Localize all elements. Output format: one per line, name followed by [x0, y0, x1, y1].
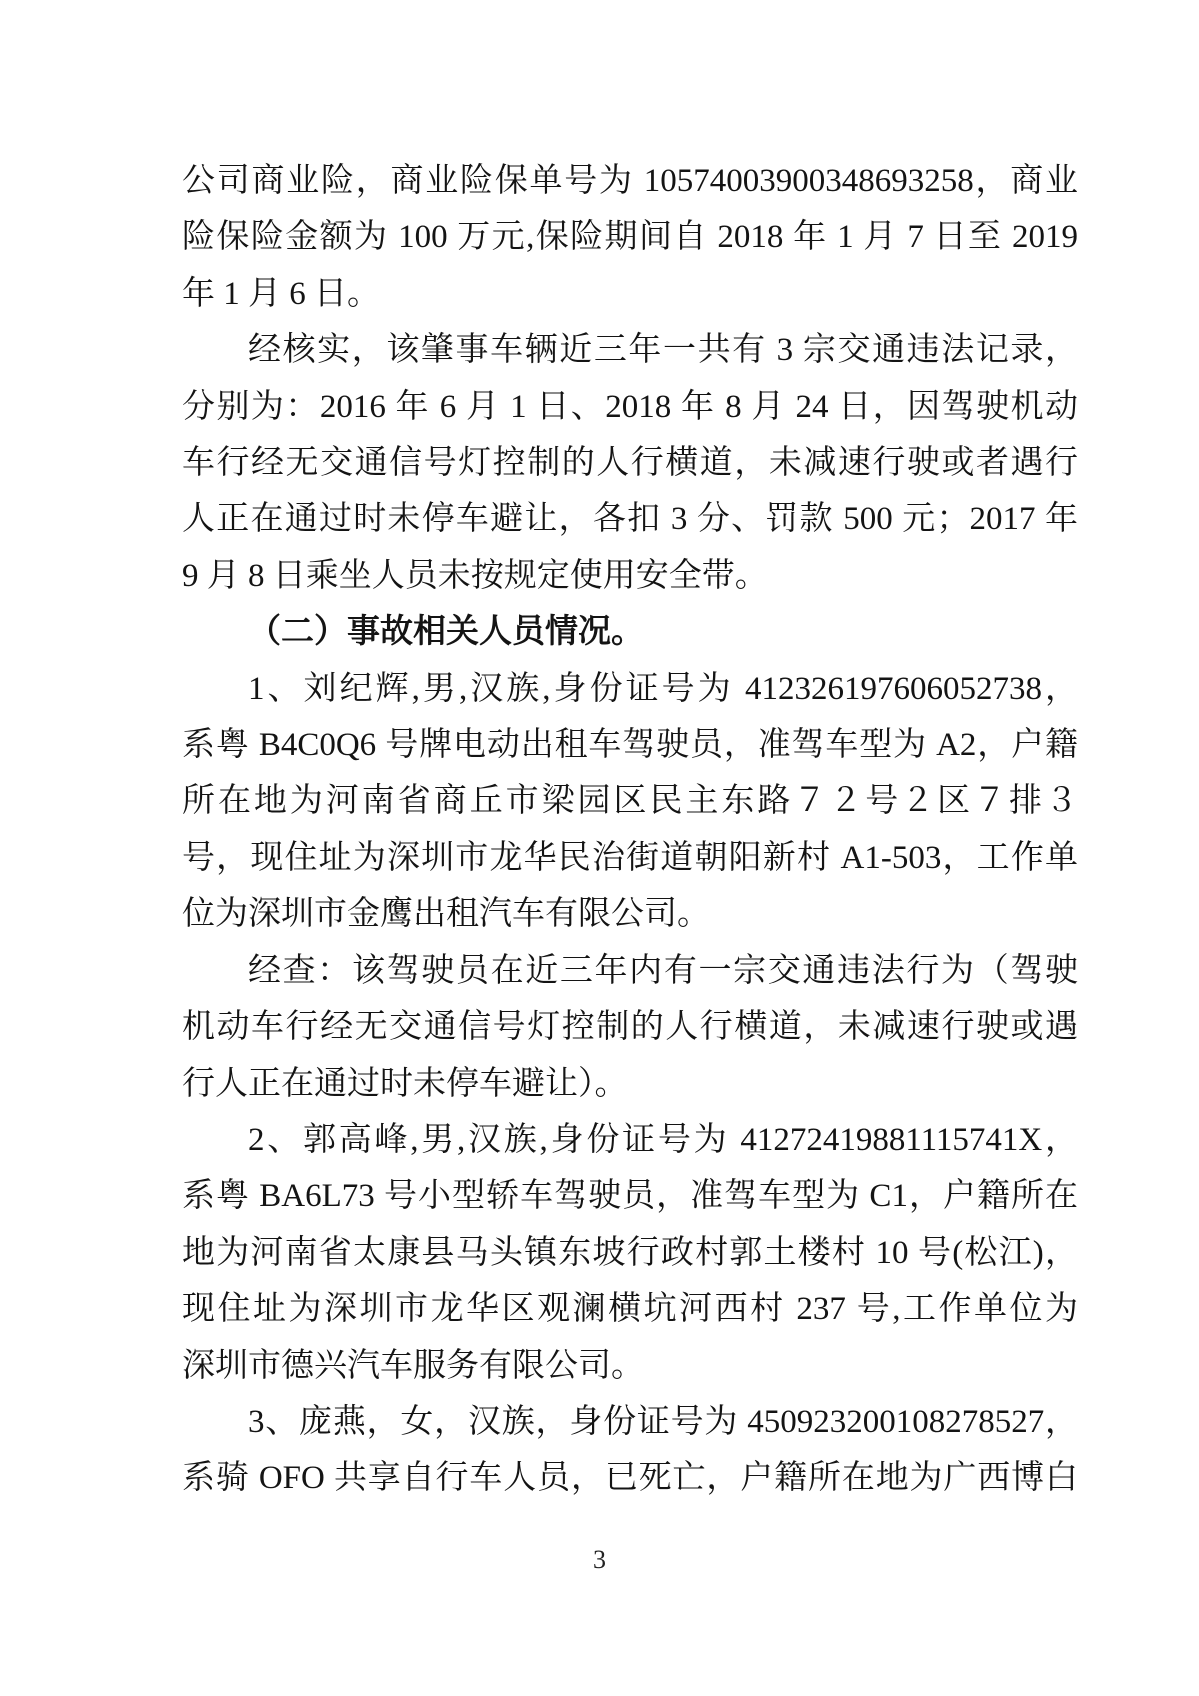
text-line: 公司商业险，商业险保单号为 10574003900348693258，商业: [182, 163, 1078, 199]
text-line: 系骑 OFO 共享自行车人员，已死亡，户籍所在地为广西博白: [182, 1460, 1078, 1497]
text-line: 号，现住址为深圳市龙华民治街道朝阳新村 A1-503，工作单: [182, 839, 1078, 876]
document-body: [182, 153, 1078, 1507]
text-line: 机动车行经无交通信号灯控制的人行横道，未减速行驶或遇: [182, 1009, 1078, 1046]
paragraph: [182, 1112, 1078, 1394]
text-line: 9 月 8 日乘坐人员未按规定使用安全带。: [182, 557, 768, 594]
text-line: 深圳市德兴汽车服务有限公司。: [182, 1347, 644, 1384]
text-line: 行人正在通过时未停车避让）。: [182, 1065, 628, 1102]
paragraph: [182, 322, 1078, 604]
page-footer: [0, 1545, 1199, 1575]
text-line: 年 1 月 6 日。: [182, 275, 380, 312]
text-line: 分别为：2016 年 6 月 1 日、2018 年 8 月 24 日，因驾驶机动: [182, 388, 1079, 425]
paragraph: [182, 1394, 1078, 1507]
paragraph: [182, 153, 1078, 322]
text-line: 车行经无交通信号灯控制的人行横道，未减速行驶或者遇行: [182, 445, 1078, 482]
text-line: 所在地为河南省商丘市梁园区民主东路７２号２区７排３: [182, 783, 1078, 820]
paragraph: [182, 661, 1078, 943]
text-line: 人正在通过时未停车避让，各扣 3 分、罚款 500 元；2017 年: [182, 501, 1078, 538]
text-line: 险保险金额为 100 万元,保险期间自 2018 年 1 月 7 日至 2019: [182, 219, 1078, 256]
text-line: 1、刘纪辉,男,汉族,身份证号为 412326197606052738，: [248, 670, 1078, 707]
text-line: 位为深圳市金鹰出租汽车有限公司。: [182, 896, 710, 933]
text-line: 现住址为深圳市龙华区观澜横坑河西村 237 号,工作单位为: [182, 1291, 1079, 1328]
text-line: （二）事故相关人员情况。: [248, 614, 644, 651]
text-line: 经核实，该肇事车辆近三年一共有 3 宗交通违法记录，: [248, 332, 1079, 369]
text-line: 经查：该驾驶员在近三年内有一宗交通违法行为（驾驶: [248, 952, 1078, 989]
text-line: 2、郭高峰,男,汉族,身份证号为 41272419881115741X，: [248, 1121, 1078, 1158]
text-line: 系粤 BA6L73 号小型轿车驾驶员，准驾车型为 C1，户籍所在: [182, 1178, 1078, 1215]
text-line: 地为河南省太康县马头镇东坡行政村郭土楼村 10 号(松江)，: [182, 1234, 1078, 1271]
text-line: 系粤 B4C0Q6 号牌电动出租车驾驶员，准驾车型为 A2，户籍: [182, 727, 1078, 764]
paragraph: [182, 943, 1078, 1112]
text-line: 3、庞燕，女，汉族，身份证号为 450923200108278527，: [248, 1403, 1078, 1440]
page-number: 3: [593, 1545, 606, 1574]
section-heading: [182, 604, 1078, 660]
